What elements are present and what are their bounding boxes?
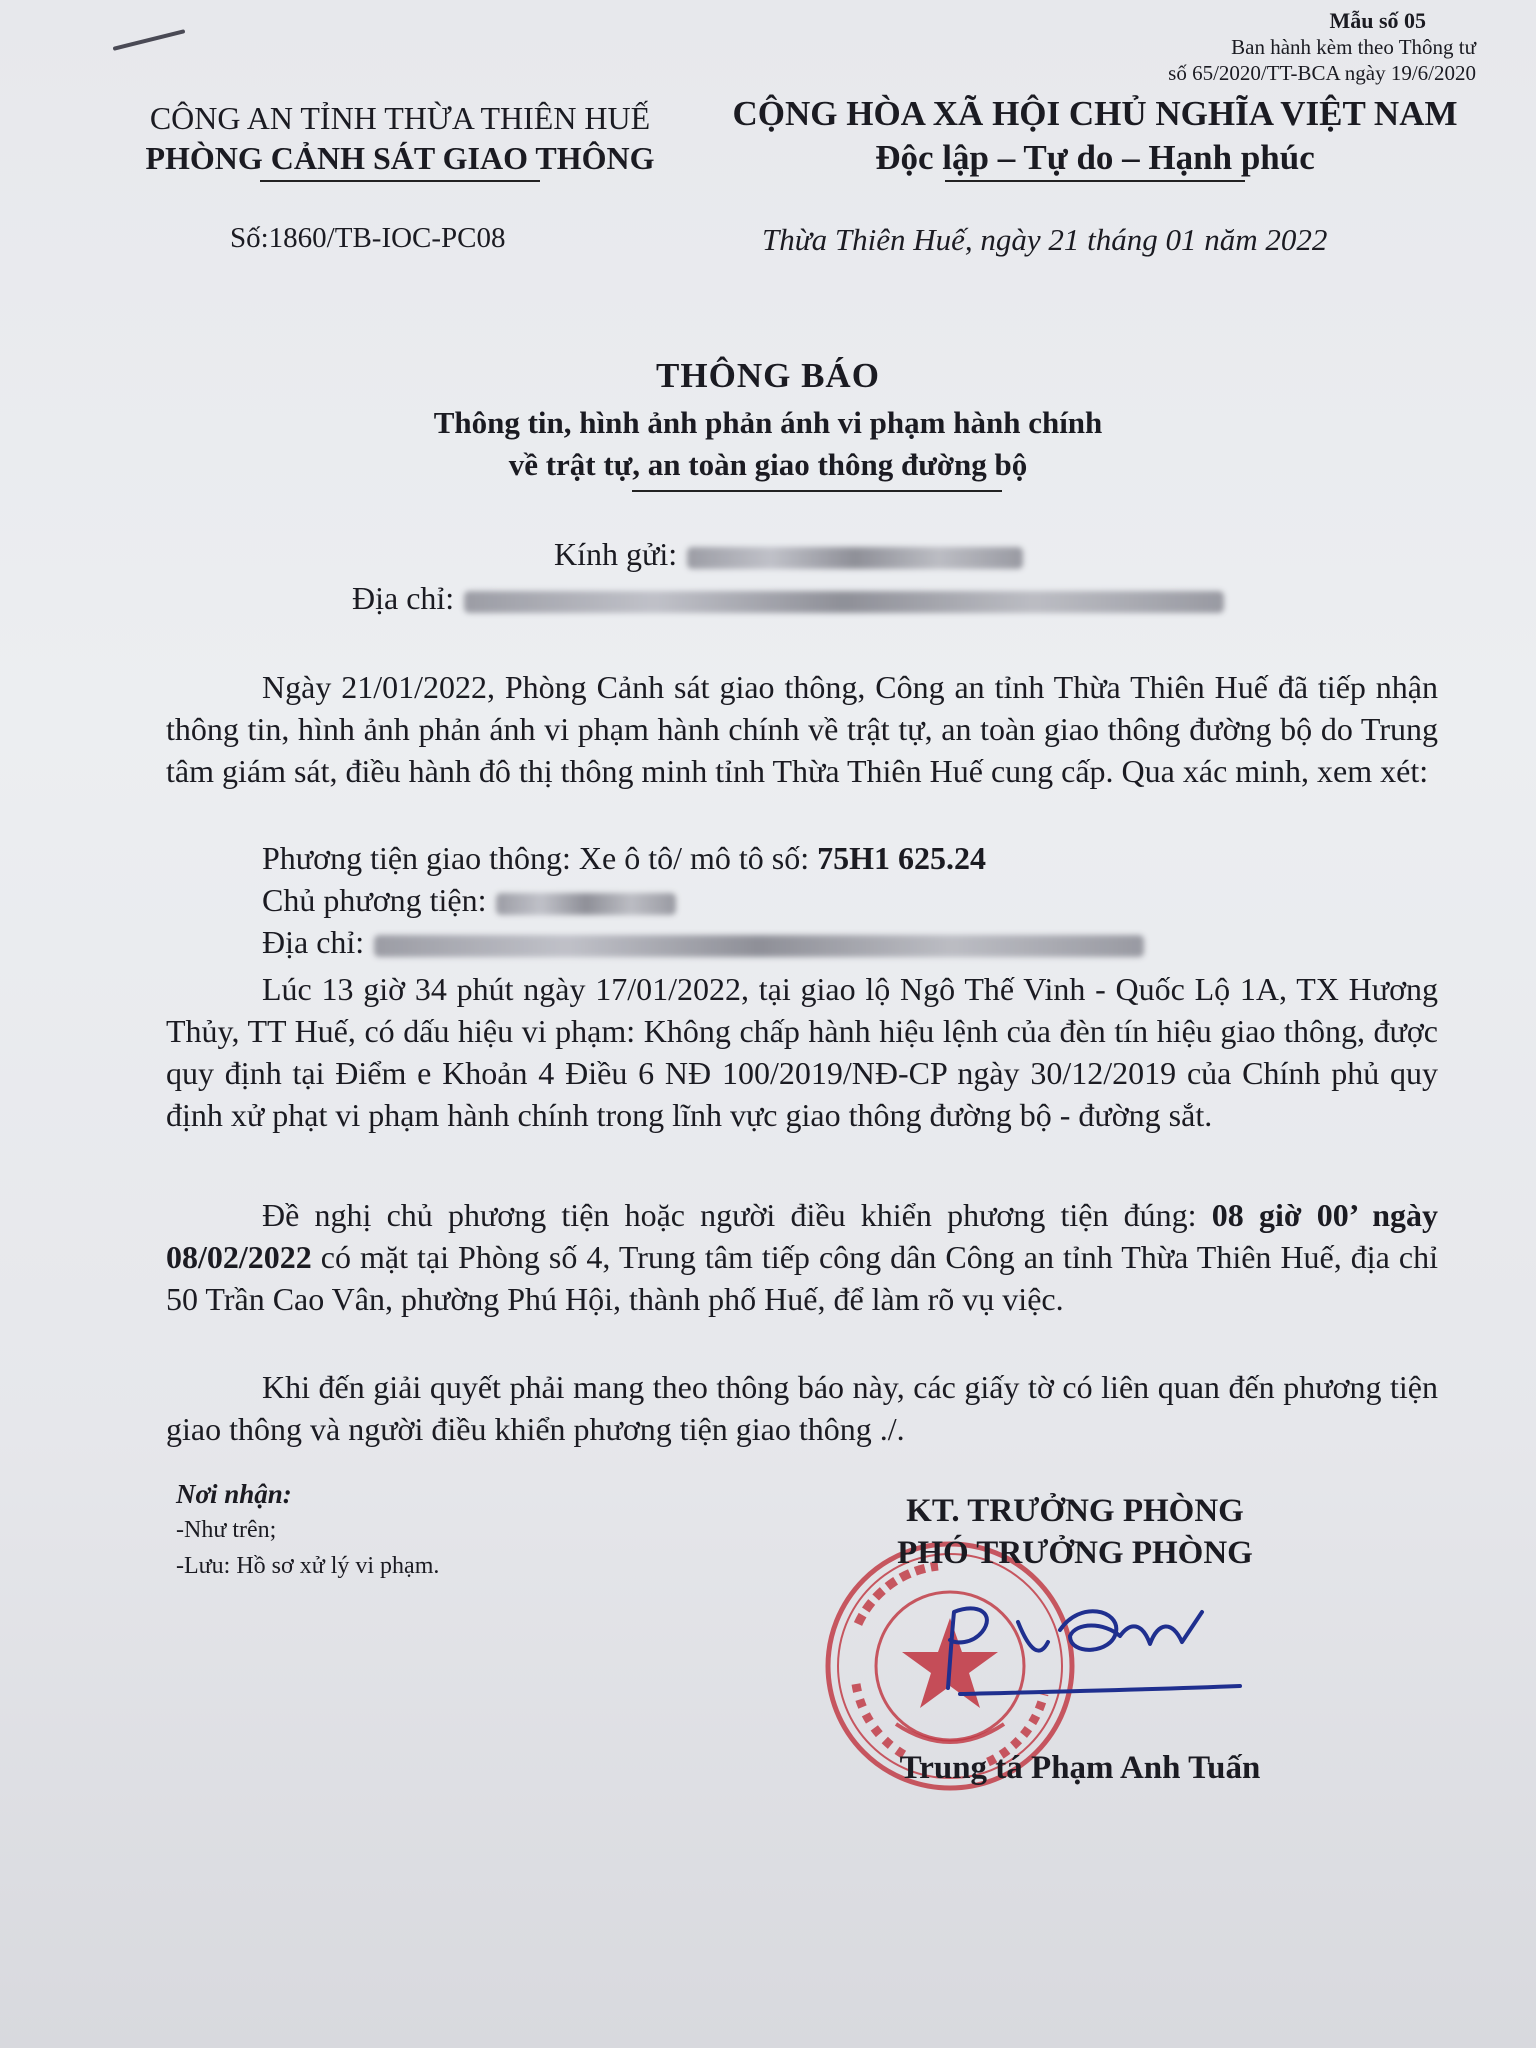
form-issued-line-2: số 65/2020/TT-BCA ngày 19/6/2020	[1168, 61, 1476, 85]
form-number: Mẫu số 05	[1329, 8, 1426, 33]
redacted-owner-address	[374, 935, 1144, 957]
signer-name: Trung tá Phạm Anh Tuấn	[899, 1750, 1261, 1786]
vehicle-label: Phương tiện giao thông: Xe ô tô/ mô tô số:	[262, 840, 818, 876]
form-issued-line-1: Ban hành kèm theo Thông tư	[1231, 35, 1476, 59]
paragraph-intro: Ngày 21/01/2022, Phòng Cảnh sát giao thông, Công an tỉnh Thừa Thiên Huế đã tiếp nhận thông tin, hình ảnh phản ánh vi phạm hành chính về trật tự, an toàn giao thông đường bộ do Trung tâm giám sát, điều hành đô thị thông minh tỉnh Thừa Thiên Huế cung cấp. Qua xác minh, xem xét:	[166, 669, 1438, 789]
form-number-block	[1056, 8, 1476, 86]
recipient-address-label: Địa chỉ:	[352, 580, 455, 616]
recipient-address-line	[352, 580, 1224, 617]
paragraph-violation: Lúc 13 giờ 34 phút ngày 17/01/2022, tại giao lộ Ngô Thế Vinh - Quốc Lộ 1A, TX Hương Thủy, TT Huế, có dấu hiệu vi phạm: Không chấp hành hiệu lệnh của đèn tín hiệu giao thông, được quy định tại Điểm e Khoản 4 Điều 6 NĐ 100/2019/NĐ-CP ngày 30/12/2019 của Chính phủ quy định xử phạt vi phạm hành chính trong lĩnh vực giao thông đường bộ - đường sắt.	[166, 971, 1438, 1133]
document-title: THÔNG BÁO	[656, 356, 880, 395]
owner-address-label: Địa chỉ:	[262, 924, 365, 960]
handwritten-signature	[920, 1592, 1260, 1702]
owner-label: Chủ phương tiện:	[262, 882, 487, 918]
recipients-heading: Nơi nhận:	[176, 1479, 292, 1509]
nation-line-1: CỘNG HÒA XÃ HỘI CHỦ NGHĨA VIỆT NAM	[732, 94, 1458, 133]
document-subtitle-1: Thông tin, hình ảnh phản ánh vi phạm hành chính	[433, 405, 1103, 440]
place-date: Thừa Thiên Huế, ngày 21 tháng 01 năm 2022	[762, 222, 1328, 257]
signature-title-block	[840, 1490, 1310, 1574]
recipients-item-1: -Như trên;	[176, 1517, 277, 1543]
nation-motto: Độc lập – Tự do – Hạnh phúc	[875, 138, 1315, 177]
agency-underline	[260, 180, 540, 182]
paragraph-documents: Khi đến giải quyết phải mang theo thông báo này, các giấy tờ có liên quan đến phương tiện giao thông và người điều khiển phương tiện giao thông ./.	[166, 1369, 1438, 1447]
nation-underline	[945, 180, 1245, 182]
pen-mark	[113, 29, 186, 51]
owner-line	[262, 882, 676, 919]
summons-text-after: có mặt tại Phòng số 4, Trung tâm tiếp công dân Công an tỉnh Thừa Thiên Huế, địa chỉ 50 Trần Cao Vân, phường Phú Hội, thành phố Huế, để làm rõ vụ việc.	[166, 1239, 1438, 1317]
paragraph-summons	[166, 1194, 1438, 1320]
signature-title-2: PHÓ TRƯỞNG PHÒNG	[897, 1535, 1253, 1571]
agency-line-2: PHÒNG CẢNH SÁT GIAO THÔNG	[145, 140, 655, 176]
document-subtitle-2: về trật tự, an toàn giao thông đường bộ	[508, 447, 1028, 482]
vehicle-plate: 75H1 625.24	[817, 840, 987, 876]
document-number: Số:1860/TB-IOC-PC08	[230, 222, 506, 254]
agency-line-1: CÔNG AN TỈNH THỪA THIÊN HUẾ	[149, 100, 651, 136]
recipients-item-2: -Lưu: Hồ sơ xử lý vi phạm.	[176, 1553, 440, 1579]
nation-header	[700, 92, 1490, 182]
summons-datetime: 08 giờ 00’ ngày 08/02/2022	[166, 1197, 1439, 1275]
redacted-owner-name	[496, 893, 676, 915]
recipients-block	[176, 1476, 439, 1584]
agency-header	[100, 98, 700, 182]
recipient-line	[554, 536, 1023, 573]
summons-text-before: Đề nghị chủ phương tiện hoặc người điều khiển phương tiện đúng:	[262, 1197, 1212, 1233]
redacted-recipient-address	[464, 591, 1224, 613]
subtitle-underline	[632, 490, 1002, 492]
redacted-recipient-name	[687, 547, 1023, 569]
recipient-label: Kính gửi:	[554, 536, 678, 572]
signature-title-1: KT. TRƯỞNG PHÒNG	[906, 1493, 1244, 1529]
owner-address-line	[262, 924, 1144, 961]
vehicle-line	[262, 840, 986, 877]
